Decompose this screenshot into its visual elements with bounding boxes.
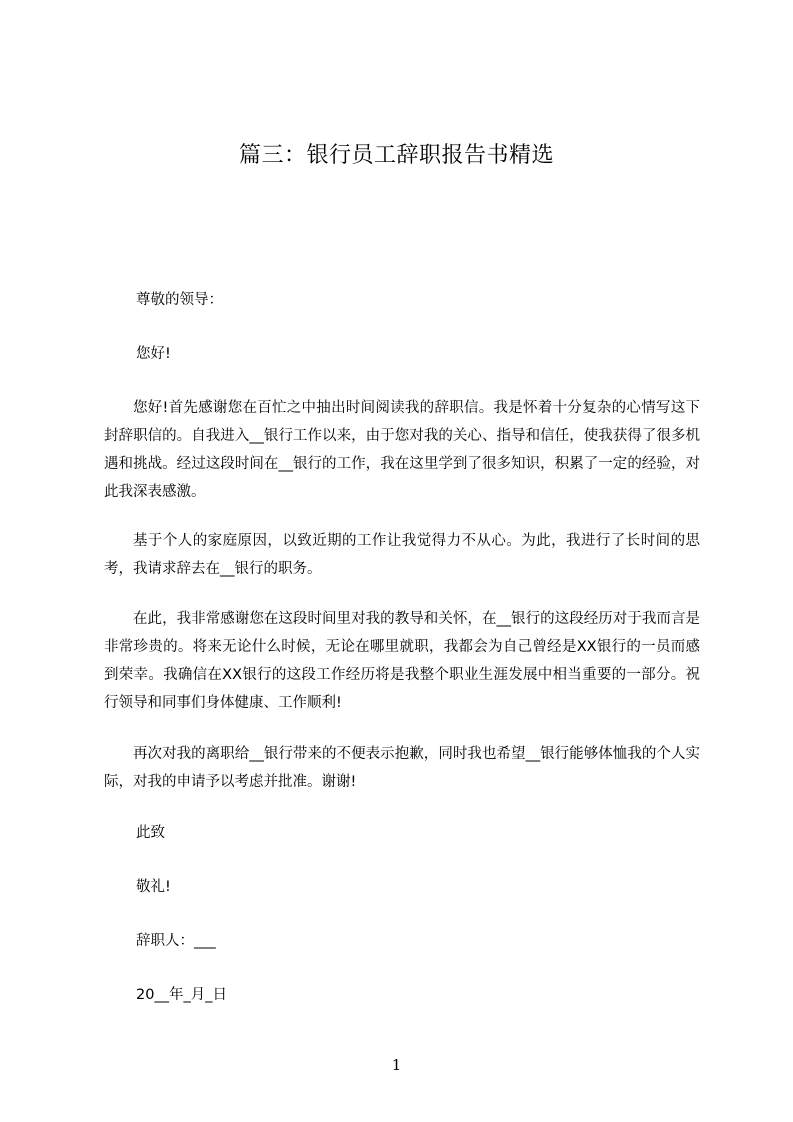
page-number: 1: [391, 1056, 402, 1074]
paragraph-3: 在此，我非常感谢您在这段时间里对我的教导和关怀，在__银行的这段经历对于我而言是非常珍贵的。将来无论什么时候，无论在哪里就职，我都会为自己曾经是XX银行的一员而感到荣幸。我确信在XX银行的这段工作经历将是我整个职业生涯发展中相当重要的一部分。祝行领导和同事们身体健康、工作顺利!: [104, 611, 700, 711]
paragraph-2: 基于个人的家庭原因，以致近期的工作让我觉得力不从心。为此，我进行了长时间的思考，我请求辞去在__银行的职务。: [104, 533, 700, 577]
salutation: 尊敬的领导：: [136, 292, 223, 308]
paragraph-4: 再次对我的离职给__银行带来的不便表示抱歉，同时我也希望__银行能够体恤我的个人实际，对我的申请予以考虑并批准。谢谢!: [104, 746, 700, 790]
closing-line-1: 此致: [136, 825, 165, 841]
date-line: 20__年_月_日: [136, 987, 227, 1003]
document-title: 篇三：银行员工辞职报告书精选: [238, 143, 554, 168]
closing-line-2: 敬礼!: [136, 879, 171, 895]
signature-line: 辞职人：___: [136, 933, 216, 949]
greeting: 您好!: [136, 346, 171, 362]
paragraph-1: 您好!首先感谢您在百忙之中抽出时间阅读我的辞职信。我是怀着十分复杂的心情写这下封辞职信的。自我进入__银行工作以来，由于您对我的关心、指导和信任，使我获得了很多机遇和挑战。经过这段时间在__银行的工作，我在这里学到了很多知识，积累了一定的经验，对此我深表感激。: [104, 400, 700, 500]
